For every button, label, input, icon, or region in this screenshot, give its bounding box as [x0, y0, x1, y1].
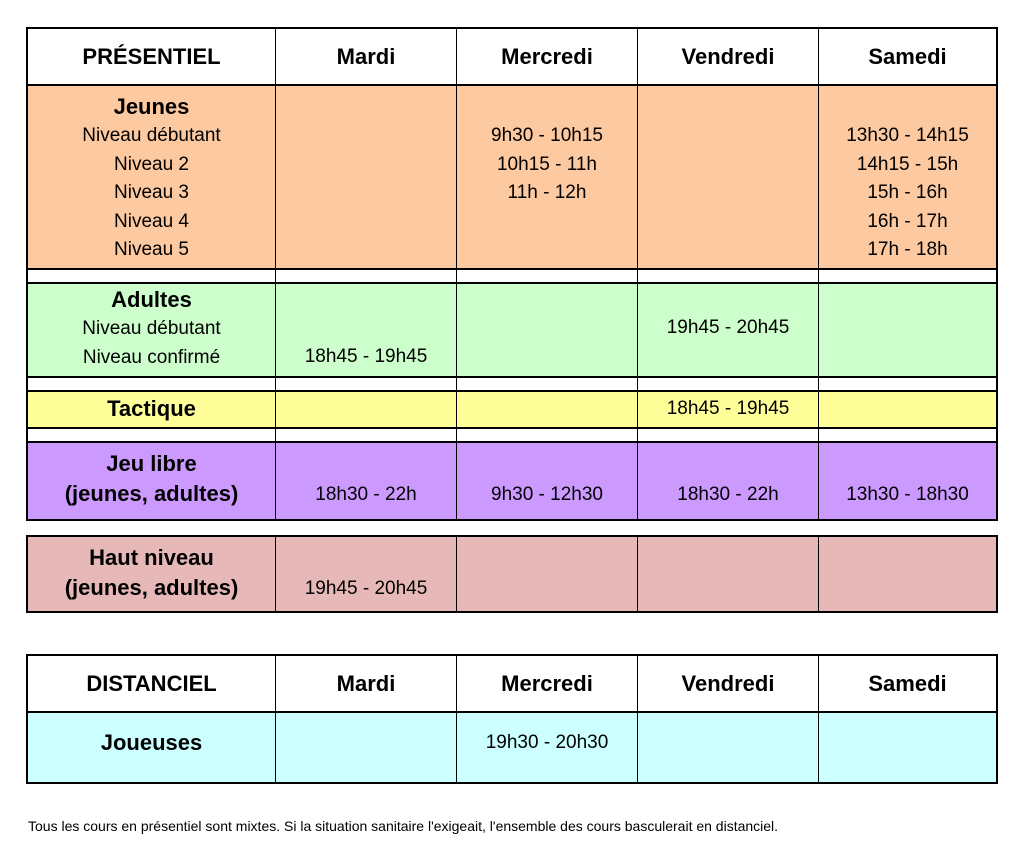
adultes-level: Niveau débutant: [82, 318, 221, 339]
time-slot: 15h - 16h: [867, 182, 948, 203]
jeu-libre-vendredi-cell: [638, 443, 819, 519]
time-slot: 18h30 - 22h: [677, 484, 779, 505]
adultes-label-cell: [28, 284, 276, 376]
footnote: Tous les cours en présentiel sont mixtes. Si la situation sanitaire l'exigeait, l'ensemble des cours basculerait en distanciel.: [28, 818, 779, 834]
header-mardi: Mardi: [276, 29, 457, 84]
jeu-libre-subtitle: (jeunes, adultes): [64, 481, 239, 506]
adultes-vendredi-cell: [638, 284, 819, 376]
time-slot: 17h - 18h: [867, 239, 948, 260]
header-mercredi: Mercredi: [457, 29, 638, 84]
time-slot: 18h45 - 19h45: [304, 346, 428, 367]
joueuses-samedi-cell: [819, 713, 996, 782]
row-haut-niveau: [26, 535, 998, 613]
header-samedi: Samedi: [868, 43, 947, 69]
row-jeu-libre: [26, 441, 998, 521]
row-jeunes: [26, 84, 998, 270]
jeu-libre-title: Jeu libre: [106, 451, 197, 476]
time-slot: 18h45 - 19h45: [666, 398, 790, 419]
time-slot: 11h - 12h: [507, 182, 587, 203]
time-slot: 19h45 - 20h45: [666, 317, 790, 338]
time-slot: 19h45 - 20h45: [304, 578, 428, 599]
haut-niveau-title: Haut niveau: [89, 545, 214, 570]
jeunes-title: Jeunes: [113, 94, 190, 119]
jeunes-samedi-cell: [819, 86, 996, 268]
header-vendredi: Vendredi: [638, 29, 819, 84]
row-joueuses: [26, 711, 998, 784]
jeu-libre-samedi-cell: [819, 443, 996, 519]
haut-niveau-label-cell: [28, 537, 276, 611]
jeunes-level: Niveau 3: [114, 182, 189, 203]
time-slot: 9h30 - 10h15: [491, 125, 603, 146]
jeunes-level: Niveau 4: [114, 210, 189, 232]
time-slot: 10h15 - 11h: [496, 153, 597, 175]
adultes-title: Adultes: [111, 287, 192, 312]
row-tactique: [26, 390, 998, 429]
time-slot: 9h30 - 12h30: [491, 484, 603, 505]
jeunes-mercredi-cell: [457, 86, 638, 268]
presentiel-header-row: [26, 27, 998, 86]
time-slot: 13h30 - 18h30: [846, 484, 969, 505]
haut-niveau-samedi-cell: [819, 537, 996, 611]
haut-niveau-mercredi-cell: [457, 537, 638, 611]
header-distanciel: DISTANCIEL: [28, 656, 276, 711]
tactique-mercredi-cell: [457, 392, 638, 427]
adultes-mardi-cell: [276, 284, 457, 376]
time-slot: 14h15 - 15h: [856, 153, 959, 175]
jeu-libre-mardi-cell: [276, 443, 457, 519]
row-adultes: [26, 282, 998, 378]
header-presentiel: PRÉSENTIEL: [28, 29, 276, 84]
adultes-samedi-cell: [819, 284, 996, 376]
tactique-label-cell: [28, 392, 276, 427]
jeu-libre-label-cell: [28, 443, 276, 519]
time-slot: 13h30 - 14h15: [846, 125, 969, 146]
tactique-title: Tactique: [107, 396, 196, 421]
joueuses-mercredi-cell: [457, 713, 638, 782]
time-slot: 19h30 - 20h30: [485, 732, 609, 753]
distanciel-header-row: [26, 654, 998, 713]
tactique-samedi-cell: [819, 392, 996, 427]
jeunes-level: Niveau débutant: [82, 125, 221, 146]
joueuses-mardi-cell: [276, 713, 457, 782]
jeunes-vendredi-cell: [638, 86, 819, 268]
time-slot: 18h30 - 22h: [315, 484, 417, 505]
tactique-mardi-cell: [276, 392, 457, 427]
adultes-level: Niveau confirmé: [82, 346, 221, 368]
haut-niveau-vendredi-cell: [638, 537, 819, 611]
jeunes-level: Niveau 2: [114, 153, 189, 175]
jeu-libre-mercredi-cell: [457, 443, 638, 519]
header-vendredi: Vendredi: [638, 656, 819, 711]
jeunes-level: Niveau 5: [114, 239, 189, 260]
header-mardi: Mardi: [276, 656, 457, 711]
jeunes-mardi-cell: [276, 86, 457, 268]
joueuses-title: Joueuses: [100, 730, 203, 755]
jeunes-label-cell: [28, 86, 276, 268]
tactique-vendredi-cell: [638, 392, 819, 427]
time-slot: 16h - 17h: [867, 210, 948, 232]
joueuses-vendredi-cell: [638, 713, 819, 782]
joueuses-label-cell: [28, 713, 276, 782]
header-mercredi: Mercredi: [457, 656, 638, 711]
adultes-mercredi-cell: [457, 284, 638, 376]
haut-niveau-mardi-cell: [276, 537, 457, 611]
haut-niveau-subtitle: (jeunes, adultes): [64, 575, 239, 600]
header-samedi: Samedi: [868, 670, 947, 696]
